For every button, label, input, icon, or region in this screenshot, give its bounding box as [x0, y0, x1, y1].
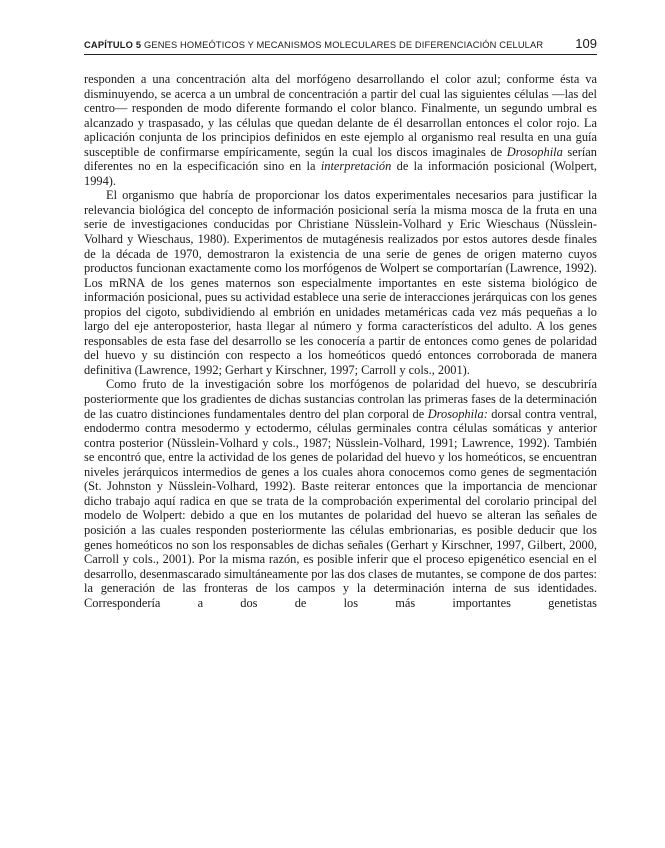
chapter-title: GENES HOMEÓTICOS Y MECANISMOS MOLECULARES DE DIFERENCIACIÓN CELULAR: [144, 40, 544, 50]
paragraph: [84, 72, 597, 188]
paragraph: [84, 377, 597, 610]
text-segment: responden a una concentración alta del morfógeno desarrollando el color azul; conforme ésta va disminuyendo, se acerca a un umbral de concentración a partir del cual las siguientes células —las del centro— responden de modo diferente formando el color blanco. Finalmente, un segundo umbral es alcanzado y traspasado, y las células que quedan delante de él desarrollan entonces el color rojo. La aplicación conjunta de los principios definidos en este ejemplo al organismo real resulta en una guía susceptible de confirmarse empíricamente, según la cual los discos imaginales de: [84, 72, 597, 159]
text-segment: El organismo que habría de proporcionar los datos experimentales necesarios para justificar la relevancia biológica del concepto de información posicional sería la misma mosca de la fruta en una serie de investigaciones conducidas por Christiane Nüsslein-Volhard y Eric Wieschaus (Nüsslein-Volhard y Wieschaus, 1980). Experimentos de mutagénesis realizados por estos autores desde finales de la década de 1970, demostraron la existencia de una serie de genes de origen materno cuyos productos funcionan exactamente como los morfógenos de Wolpert se comportarían (Lawrence, 1992). Los mRNA de los genes maternos son especialmente importantes en este sistema biológico de información posicional, pues su actividad establece una serie de interacciones jerárquicas con los genes propios del cigoto, subdividiendo al embrión en unidades metaméricas cada vez más pequeñas a lo largo del eje anteroposterior, hasta llegar al número y forma característicos del adulto. A los genes responsables de esta fase del desarrollo se les conocería a partir de entonces como genes de polaridad del huevo y su distinción con respecto a los homeóticos quedó entonces corroborada de manera definitiva (Lawrence, 1992; Gerhart y Kirschner, 1997; Carroll y cols., 2001).: [84, 188, 597, 377]
italic-term: Drosophila: [506, 144, 563, 159]
running-header: [84, 36, 597, 55]
text-segment: serían diferentes no en la especificación sino en la: [84, 144, 597, 174]
text-segment: dorsal contra ventral, endodermo contra mesodermo y ectodermo, células germinales contra células somáticas y anterior contra posterior (Nüsslein-Volhard y cols., 1987; Nüsslein-Volhard, 1991; Lawrence, 1992). También se encontró que, entre la actividad de los genes de polaridad del huevo y los homeóticos, se encuentran niveles jerárquicos intermedios de genes a los cuales ahora conocemos como genes de segmentación (St. Johnston y Nüsslein-Volhard, 1992). Baste reiterar entonces que la importancia de mencionar dicho trabajo aquí radica en que se trata de la comprobación experimental del corolario principal del modelo de Wolpert: debido a que en los mutantes de polaridad del huevo se alteran las señales de posición a las cuales responden posteriormente las células embrionarias, es posible deducir que los genes homeóticos no son los responsables de dichas señales (Gerhart y Kirschner, 1997, Gilbert, 2000, Carroll y cols., 2001). Por la misma razón, es posible inferir que el proceso epigenético esencial en el desarrollo, desenmascarado simultáneamente por las dos clases de mutantes, se compone de dos partes: la generación de las fronteras de los campos y la determinación interna de sus identidades. Correspondería a dos de los más importantes genetistas: [84, 406, 597, 610]
chapter-label: CAPÍTULO 5: [84, 40, 142, 50]
body-text: [84, 72, 597, 610]
page-number: 109: [575, 36, 597, 51]
italic-term: Drosophila:: [427, 406, 488, 421]
italic-term: interpretación: [320, 159, 392, 174]
text-segment: Como fruto de la investigación sobre los morfógenos de polaridad del huevo, se descubriría posteriormente que los gradientes de dichas sustancias controlan las primeras fases de la determinación de las cuatro distinciones fundamentales dentro del plan corporal de: [84, 377, 597, 421]
text-segment: de la información posicional (Wolpert, 1994).: [84, 159, 597, 188]
paragraph: [84, 188, 597, 377]
